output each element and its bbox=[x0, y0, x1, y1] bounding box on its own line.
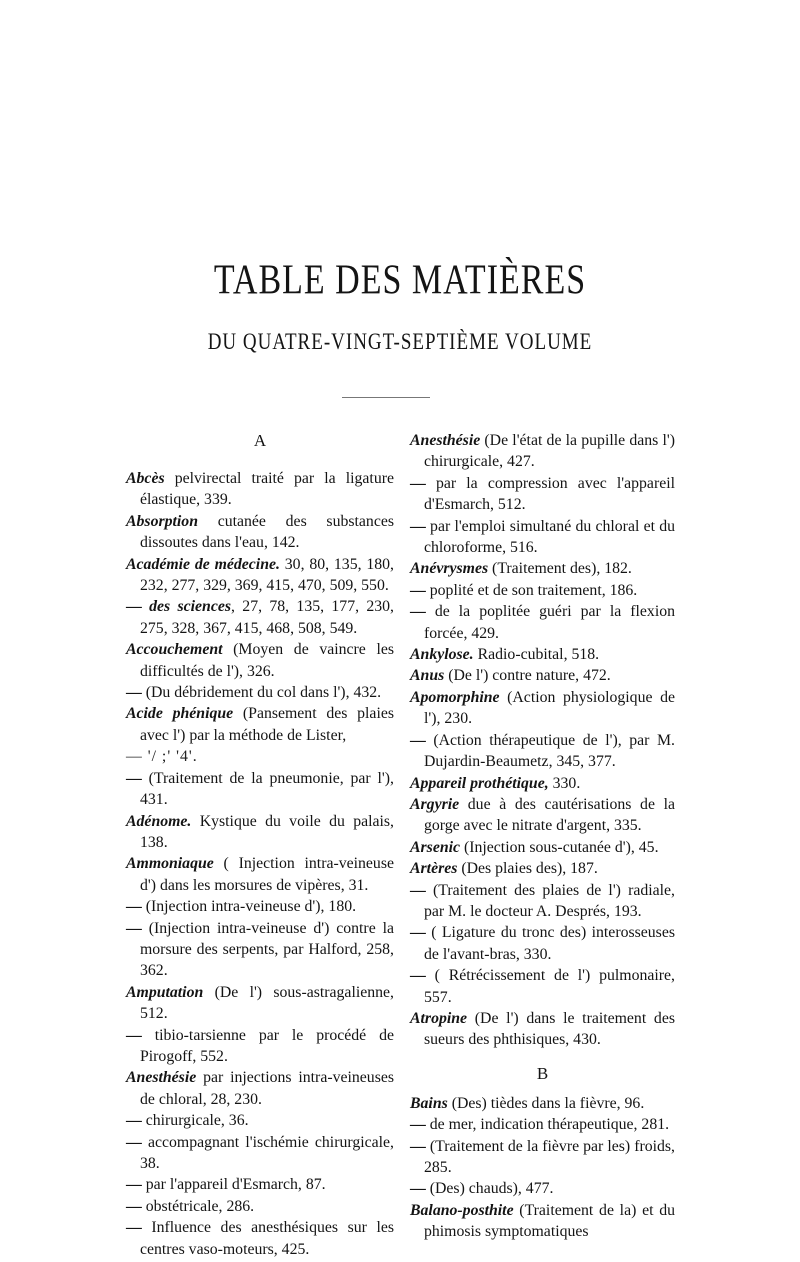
entry-text: (Injection intra-veineuse d') contre la morsure des serpents, par Halford, 258, 362. bbox=[140, 919, 394, 980]
index-column-right bbox=[410, 430, 675, 1243]
index-entry bbox=[410, 730, 675, 773]
index-entry bbox=[410, 1008, 675, 1051]
entry-text: ( Injection intra-veineuse d') dans les morsures de vipères, 31. bbox=[140, 855, 394, 894]
entry-head: Abcès bbox=[126, 470, 165, 487]
entry-dash: — bbox=[410, 1116, 430, 1134]
entry-head: Ammoniaque bbox=[126, 855, 214, 873]
index-column-left bbox=[126, 430, 394, 1260]
index-entry bbox=[410, 580, 675, 601]
index-entry bbox=[126, 639, 394, 682]
index-entry bbox=[410, 644, 675, 665]
entry-text: obstétricale, 286. bbox=[145, 1197, 255, 1215]
index-entry bbox=[410, 773, 675, 794]
entry-dash: — bbox=[410, 603, 435, 621]
index-entry bbox=[410, 922, 675, 965]
entry-dash: — bbox=[410, 581, 430, 599]
entry-text: ( Ligature du tronc des) interosseuses de l'avant-bras, 330. bbox=[424, 924, 675, 963]
entry-text: pelvirectal traité par la ligature élastique, 339. bbox=[140, 470, 394, 509]
entry-text: (Traitement de la pneumonie, par l'), 431. bbox=[140, 769, 394, 809]
index-entry bbox=[126, 596, 394, 639]
index-entry bbox=[410, 430, 675, 473]
entry-text: (De l'état de la pupille dans l') chirurgicale, 427. bbox=[424, 432, 675, 471]
index-entry bbox=[126, 1110, 394, 1131]
entry-text: poplité et de son traitement, 186. bbox=[429, 581, 638, 599]
entry-text: (Traitement des plaies de l') radiale, par M. le docteur A. Després, 193. bbox=[424, 881, 676, 920]
entry-text: due à des cautérisations de la gorge avec le nitrate d'argent, 335. bbox=[424, 795, 675, 835]
title-divider bbox=[342, 397, 430, 398]
entry-dash: — bbox=[126, 598, 150, 616]
entry-text: (De l') sous-astragalienne, 512. bbox=[140, 983, 394, 1023]
entry-text: (Des) chauds), 477. bbox=[429, 1180, 554, 1198]
index-entry bbox=[410, 665, 675, 686]
index-entry bbox=[410, 1200, 675, 1243]
section-letter-b: B bbox=[536, 1063, 549, 1083]
entry-dash: — bbox=[410, 474, 436, 492]
entry-head: Accouchement bbox=[126, 641, 223, 659]
entry-dash: — bbox=[126, 898, 146, 916]
index-entry bbox=[410, 1136, 675, 1179]
entry-head: Appareil prothétique, bbox=[410, 774, 549, 792]
entry-text: (De l') contre nature, 472. bbox=[444, 667, 611, 685]
index-entry bbox=[410, 687, 675, 730]
index-entry bbox=[126, 853, 394, 896]
entry-text: (De l') dans le traitement des sueurs des phthisiques, 430. bbox=[424, 1009, 675, 1049]
index-entry bbox=[126, 468, 394, 511]
entry-text: par l'emploi simultané du chloral et du chloroforme, 516. bbox=[424, 517, 676, 557]
entry-head: Artères bbox=[410, 860, 458, 878]
entry-text: — '/ ;' '4'. bbox=[126, 748, 198, 766]
entry-dash: — bbox=[410, 924, 432, 942]
index-entry bbox=[126, 682, 394, 703]
entry-head: Anesthésie bbox=[126, 1069, 197, 1087]
entry-text: de la poplitée guéri par la flexion forcée, 429. bbox=[424, 603, 676, 642]
entry-text: 330. bbox=[548, 774, 581, 792]
index-entry bbox=[410, 965, 675, 1008]
smudged-line bbox=[126, 746, 394, 767]
section-letter-a: A bbox=[253, 431, 267, 450]
entry-head: Apomorphine bbox=[410, 688, 500, 706]
entry-text: par l'appareil d'Esmarch, 87. bbox=[145, 1176, 326, 1194]
index-entry bbox=[126, 554, 394, 597]
index-entry bbox=[410, 858, 675, 879]
entry-text: par injections intra-veineuses de chloral, 28, 230. bbox=[140, 1069, 394, 1108]
entry-text: (Injection sous-cutanée d'), 45. bbox=[460, 838, 659, 856]
index-entry bbox=[126, 918, 394, 982]
index-entry bbox=[126, 511, 394, 554]
entry-text: (Des plaies des), 187. bbox=[457, 860, 598, 878]
index-entry bbox=[126, 1025, 394, 1068]
index-entry bbox=[126, 1067, 394, 1110]
entry-head: Anus bbox=[410, 667, 445, 685]
index-entry bbox=[126, 768, 394, 811]
entry-text: (Injection intra-veineuse d'), 180. bbox=[145, 898, 357, 916]
entry-head: Balano-posthite bbox=[410, 1201, 514, 1219]
index-entry bbox=[410, 1093, 675, 1114]
entry-dash: — bbox=[126, 1112, 146, 1130]
entry-head: Ankylose. bbox=[410, 646, 474, 664]
entry-head: Amputation bbox=[126, 983, 204, 1001]
entry-text: Radio-cubital, 518. bbox=[473, 646, 600, 664]
entry-head: Anévrysmes bbox=[410, 560, 489, 578]
index-entry bbox=[126, 896, 394, 917]
index-entry bbox=[410, 880, 675, 923]
entry-text: (Traitement des), 182. bbox=[488, 560, 632, 578]
entry-text: (Pansement des plaies avec l') par la méthode de Lister, bbox=[140, 705, 394, 744]
entry-dash: — bbox=[126, 1197, 146, 1215]
index-entry bbox=[410, 516, 675, 559]
index-entry bbox=[410, 794, 675, 837]
entry-dash: — bbox=[410, 881, 433, 899]
entry-text: cutanée des substances dissoutes dans l'eau, 142. bbox=[140, 512, 394, 552]
index-entry bbox=[410, 473, 675, 516]
entry-text: (Traitement de la fièvre par les) froids, 285. bbox=[424, 1137, 675, 1176]
entry-dash: — bbox=[126, 1026, 155, 1044]
index-entry bbox=[410, 837, 675, 858]
entry-text: Influence des anesthésiques sur les centres vaso-moteurs, 425. bbox=[140, 1219, 394, 1258]
entry-dash: — bbox=[126, 1133, 148, 1151]
entry-dash: — bbox=[410, 517, 431, 535]
entry-text: ( Rétrécissement de l') pulmonaire, 557. bbox=[424, 967, 675, 1006]
index-entry bbox=[410, 1178, 675, 1199]
entry-dash: — bbox=[126, 684, 146, 702]
entry-text: 30, 80, 135, 180, 232, 277, 329, 369, 415, 470, 509, 550. bbox=[140, 555, 394, 595]
entry-dash: — bbox=[126, 919, 149, 937]
page-subtitle: DU QUATRE-VINGT-SEPTIÈME VOLUME bbox=[207, 329, 593, 355]
index-entry bbox=[126, 811, 394, 854]
index-entry bbox=[126, 703, 394, 746]
entry-head: Atropine bbox=[410, 1009, 468, 1027]
entry-head: des sciences bbox=[149, 598, 232, 616]
entry-text: chirurgicale, 36. bbox=[145, 1112, 249, 1130]
entry-text: de mer, indication thérapeutique, 281. bbox=[429, 1116, 670, 1134]
entry-dash: — bbox=[126, 769, 149, 787]
entry-head: Bains bbox=[410, 1094, 448, 1112]
entry-text: (Action physiologique de l'), 230. bbox=[424, 688, 675, 728]
entry-head: Académie de médecine. bbox=[126, 555, 280, 573]
entry-text: accompagnant l'ischémie chirurgicale, 38. bbox=[140, 1133, 394, 1172]
index-entry bbox=[126, 982, 394, 1025]
entry-head: Argyrie bbox=[410, 795, 460, 813]
entry-dash: — bbox=[126, 1219, 152, 1237]
index-entry bbox=[410, 601, 675, 644]
index-entry bbox=[126, 1132, 394, 1175]
index-entry bbox=[126, 1196, 394, 1217]
entry-text: (Traitement de la) et du phimosis symptomatiques bbox=[424, 1201, 675, 1241]
index-entry bbox=[126, 1217, 394, 1260]
index-entry bbox=[410, 558, 675, 579]
entry-head: Absorption bbox=[126, 512, 198, 530]
entry-head: Arsenic bbox=[410, 838, 461, 856]
entry-text: (Action thérapeutique de l'), par M. Dujardin-Beaumetz, 345, 377. bbox=[424, 731, 675, 771]
entry-text: (Moyen de vaincre les difficultés de l'), 326. bbox=[140, 641, 394, 680]
entry-dash: — bbox=[410, 1137, 430, 1155]
page-title: TABLE DES MATIÈRES bbox=[213, 257, 587, 304]
entry-text: par la compression avec l'appareil d'Esmarch, 512. bbox=[424, 474, 675, 514]
entry-dash: — bbox=[126, 1176, 146, 1194]
entry-text: (Du débridement du col dans l'), 432. bbox=[145, 684, 382, 702]
entry-text: Kystique du voile du palais, 138. bbox=[140, 812, 394, 851]
entry-text: , 27, 78, 135, 177, 230, 275, 328, 367, 415, 468, 508, 549. bbox=[140, 598, 395, 637]
index-entry bbox=[126, 1174, 394, 1195]
entry-dash: — bbox=[410, 1180, 430, 1198]
entry-dash: — bbox=[410, 731, 434, 749]
entry-text: tibio-tarsienne par le procédé de Pirogoff, 552. bbox=[140, 1026, 394, 1065]
index-entry bbox=[410, 1114, 675, 1135]
entry-text: (Des) tièdes dans la fièvre, 96. bbox=[447, 1094, 645, 1112]
entry-head: Acide phénique bbox=[126, 705, 234, 723]
entry-head: Adénome. bbox=[126, 812, 192, 830]
entry-dash: — bbox=[410, 967, 435, 985]
entry-head: Anesthésie bbox=[410, 432, 481, 449]
